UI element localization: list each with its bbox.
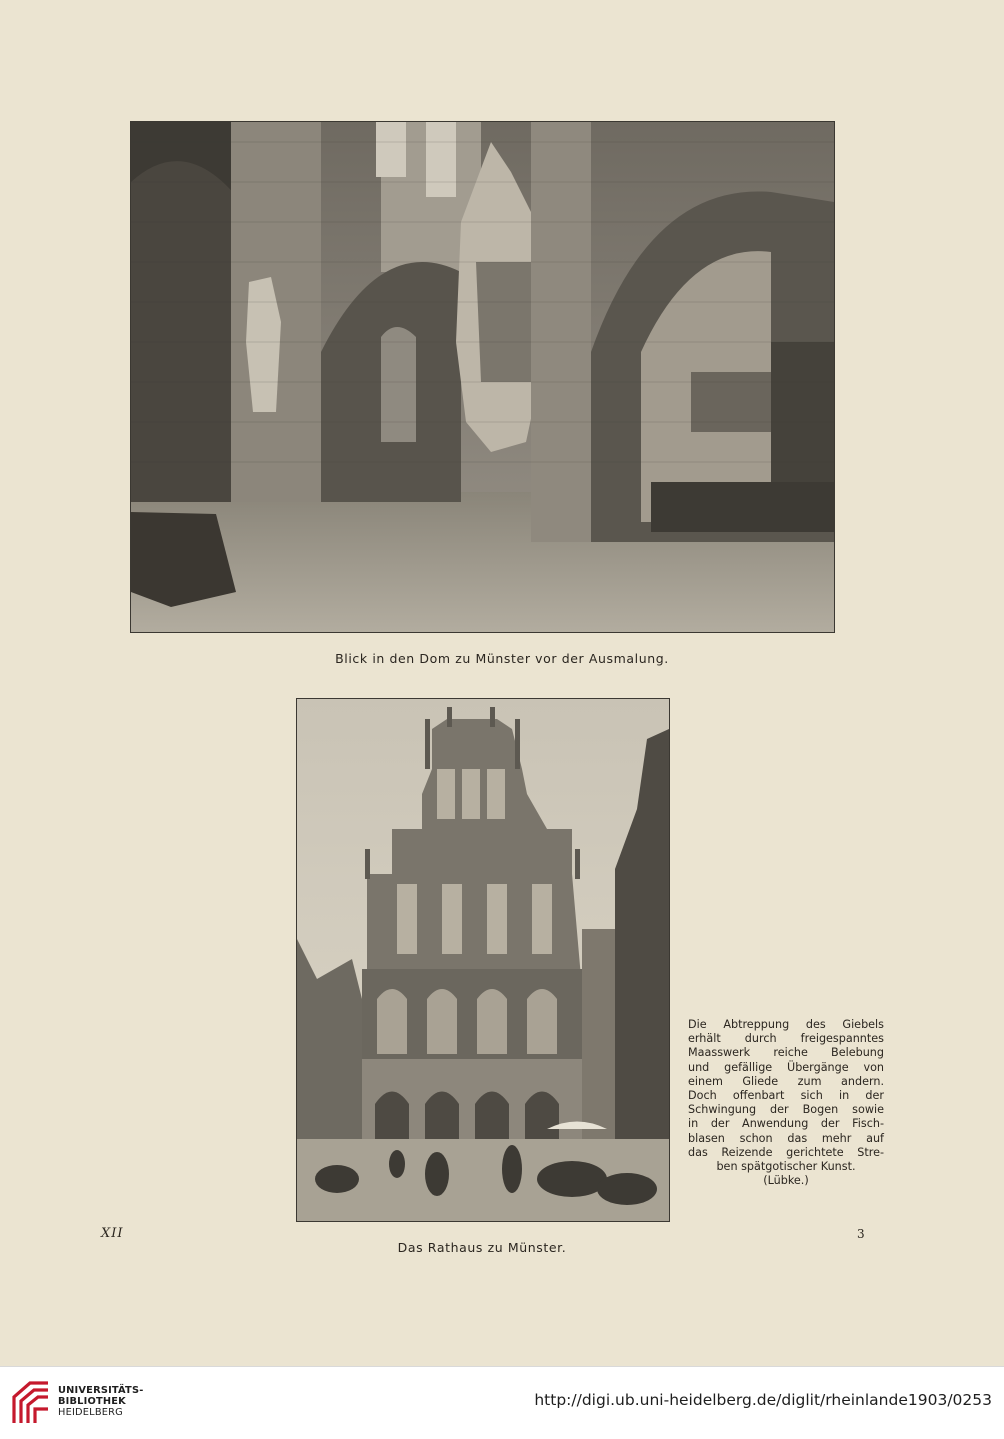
sidenote-line: und gefällige Übergänge von (688, 1060, 884, 1074)
sidenote-line: blasen schon das mehr auf (688, 1131, 884, 1145)
sidenote-line: ben spätgotischer Kunst. (716, 1160, 856, 1174)
library-name-line: HEIDELBERG (58, 1407, 123, 1418)
library-name-line: UNIVERSITÄTS- (58, 1385, 144, 1396)
permalink-url[interactable]: http://digi.ub.uni-heidelberg.de/diglit/rheinlande1903/0253 (534, 1391, 992, 1409)
sidenote-line: Doch offenbart sich in der (688, 1089, 884, 1103)
rathaus-illustration (297, 699, 669, 1221)
university-library-logo-icon (10, 1377, 52, 1429)
sidenote-line: das Reizende gerichtete Stre- (688, 1145, 884, 1159)
plate2-caption: Das Rathaus zu Münster. (397, 1240, 567, 1255)
folio-signature: XII (101, 1226, 124, 1241)
sheet-number: 3 (857, 1227, 865, 1241)
sidenote-line: einem Gliede zum andern. (688, 1074, 884, 1088)
cathedral-illustration (131, 122, 834, 632)
sidenote-line: Maasswerk reiche Belebung (688, 1046, 884, 1060)
sidenote-line: erhält durch freigespanntes (688, 1032, 884, 1046)
sidenote-line: Schwingung der Bogen sowie (688, 1103, 884, 1117)
plate1-caption: Blick in den Dom zu Münster vor der Ausmalung. (335, 651, 669, 666)
library-name-line: BIBLIOTHEK (58, 1396, 126, 1407)
sidenote-attribution: (Lübke.) (763, 1174, 809, 1188)
quotation-sidenote (688, 1018, 884, 1188)
sidenote-line: Die Abtreppung des Giebels (688, 1018, 884, 1031)
library-name (58, 1385, 143, 1418)
rathaus-photo (296, 698, 670, 1222)
footer-bar (0, 1366, 1004, 1439)
sidenote-line: in der Anwendung der Fisch- (688, 1117, 884, 1131)
cathedral-interior-photo (130, 121, 835, 633)
